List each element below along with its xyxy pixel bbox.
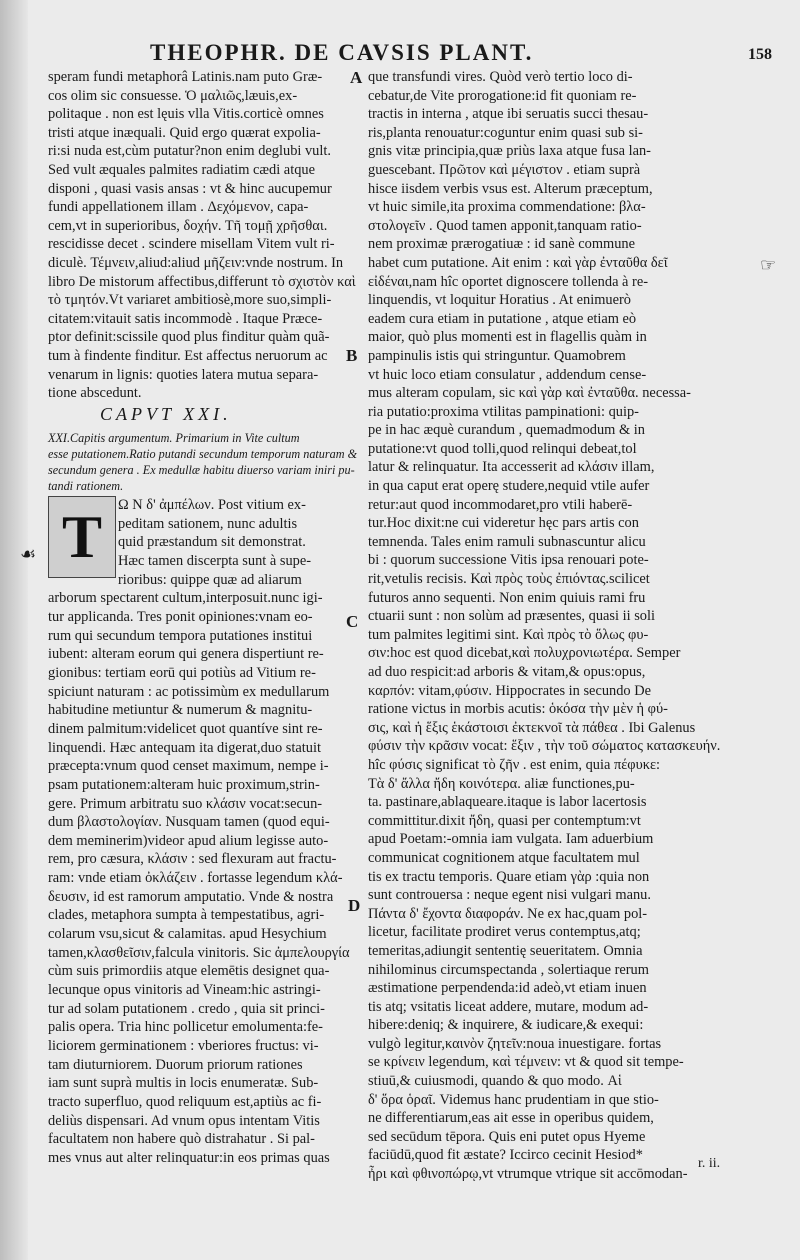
text-line: pe in hac æquè curandum , quemadmodum & in (368, 422, 645, 439)
text-line: ctuarii sunt : non solùm ad præsentes, quasi ii soli (368, 608, 655, 625)
text-line: liciorem germinationem : vberiores fructus: vi- (48, 1038, 319, 1055)
text-line: mus alteram copulam, sic καὶ γὰρ καὶ ἐνταῦθα. necessa- (368, 385, 691, 402)
argument-line: XXI.Capitis argumentum. Primarium in Vite cultum (48, 431, 300, 445)
text-line: tracto superfluo, quod reliquum est,aptiùs ac fi- (48, 1094, 322, 1110)
folio-number: 158 (748, 46, 772, 63)
text-line: que transfundi vires. Quòd verò tertio loco di- (368, 69, 633, 85)
text-line: Ω Ν δ' ἀμπέλων. Post vitium ex- (118, 497, 306, 513)
text-line: quid præstandum sit demonstrat. (118, 534, 306, 551)
text-line: communicat cognitionem atque facultatem mul (368, 849, 640, 866)
text-line: cùm suis primordiis atque elemētis designet qua- (48, 963, 330, 980)
text-line: tis atq; vsitatis liceat addere, mutare, modum ad- (368, 998, 649, 1015)
text-line: gere. Primum arbitratu suo κλάσιν vocat:secun- (48, 795, 323, 812)
text-line: linquendis, vt loquitur Horatius . At enimuerò (368, 292, 632, 309)
text-line: hibere:deniq; & inquirere, & iudicare,& exequi: (368, 1017, 644, 1034)
text-line: palis opera. Tria hinc pollicetur emolumenta:fe- (48, 1019, 323, 1036)
text-line: vulgò legitur,καινὸν ζητεῖν:noua inuestigare. fortas (368, 1035, 662, 1052)
text-line: vt huic simile,ita proxima commendatione: βλα- (368, 199, 646, 216)
text-line: libro De mistorum affectibus,differunt τὸ σχιστὸν καὶ (48, 273, 356, 290)
text-line: ne differentiarum,eas ait esse in operibus quidem, (368, 1110, 654, 1127)
manicule-icon: ☞ (760, 255, 777, 275)
text-line: colarum vsu,sicut & calamitas. apud Hesychium (48, 926, 327, 943)
text-line: apud Poetam:-omnia iam vulgata. Iam aduerbium (368, 831, 654, 848)
text-line: iam sunt suprà multis in locis enumeratæ. Sub- (48, 1075, 319, 1092)
text-line: æstimatione perpendenda:id adeò,vt etiam inuen (368, 980, 647, 997)
text-line: politaque . non est lęuis vlla Vitis.corticè omnes (48, 106, 324, 123)
text-line: cebatur,de Vite prorogatione:id fit quoniam re- (368, 87, 637, 104)
text-line: retur:aut quod incommodaret,pro vtili haberē- (368, 496, 633, 513)
chapter-argument (48, 430, 358, 494)
text-line: stiuū,& cuiusmodi, quando & quo modo. Αἱ (368, 1073, 622, 1090)
text-line: σιν:hoc est quod dicebat,καὶ πολυχρονιωτέρα. Semper (368, 645, 681, 662)
text-line: venarum in lignis: quoties latera mutua separa- (48, 366, 319, 383)
left-column-top (48, 68, 356, 403)
text-line: ptor definit:scissile quod plus finditur quàm quã- (48, 329, 330, 346)
text-line: hîc φύσις significat τὸ ζῆν . est enim, quia πέφυκε: (368, 756, 661, 773)
text-line: ria putatio:proxima vtilitas pampinationi: quip- (368, 403, 639, 420)
text-line: tis ex tractu temporis. Quare etiam γὰρ :quia non (368, 868, 650, 885)
text-line: στολογεῖν . Quod tamen apponit,tanquam ratio- (368, 217, 642, 234)
text-line: eadem cura etiam in putatione , atque etiam eò (368, 310, 637, 327)
text-line: in qua caput erat operę studere,nequid vtile aufer (368, 478, 650, 495)
text-line: tione abscedunt. (48, 385, 142, 402)
text-line: ram: vnde etiam ὀκλάζειν . fortasse legendum κλά- (48, 870, 343, 887)
text-line: tamen,κλασθεῖσιν,falcula vinitoris. Sic ἀμπελουργία (48, 944, 350, 961)
text-line: ratione victus in morbis acutis: ὁκόσα τὴν μὲν ἡ φύ- (368, 701, 668, 718)
text-line: gionibus: tertiam eorū qui potiùs ad Vitium re- (48, 664, 316, 681)
text-line: temeritas,adiungit sententię seueritatem. Omnia (368, 942, 643, 959)
right-column (368, 68, 760, 1184)
text-line: hisce iisdem verbis vsus est. Alterum præceptum, (368, 180, 653, 197)
text-line: deliùs dispensari. Ad vnum opus intentam Vitis (48, 1112, 320, 1129)
text-line: sunt controuersa : neque egent nisi vulgari manu. (368, 887, 651, 904)
margin-letter-c: C (346, 612, 359, 631)
text-line: καρπόν: vitam,φύσιν. Hippocrates in secundo De (368, 682, 651, 699)
manicule-icon-left: ☙ (20, 544, 37, 564)
text-line: arborum spectarent cultum,interposuit.nunc igi- (48, 590, 323, 607)
text-line: maior, quò plus momenti est in flagellis quàm in (368, 329, 647, 346)
catchword: r. ii. (698, 1156, 721, 1171)
margin-letter-b: B (346, 346, 358, 365)
text-line: cos olim sic consuesse. Ὁ μαλιῶς,læuis,ex- (48, 87, 298, 104)
text-line: diculè. Τέμνειν,aliud:aliud μῆζειν:vnde nostrum. In (48, 254, 344, 271)
text-line: tam diuturniorem. Duorum priorum rationes (48, 1056, 303, 1073)
text-line: rioribus: quippe quæ ad aliarum (118, 571, 302, 588)
text-line: εἰδέναι,nam hîc oportet dignoscere tollenda à re- (368, 273, 649, 290)
text-line: latur & relinquatur. Ita accesserit ad κλάσιν illam, (368, 459, 655, 476)
text-line: facultatem non habere quò distrahatur . Si pal- (48, 1131, 315, 1148)
text-line: committitur.dixit ἤδη, quasi per contemptum:vt (368, 812, 641, 829)
page-gutter (0, 0, 28, 1260)
decorated-initial: T (48, 496, 116, 578)
text-line: Hæc tamen discerpta sunt à supe- (118, 552, 312, 569)
running-title: THEOPHR. DE CAVSIS PLANT. (150, 40, 534, 65)
text-line: iubent: alteram eorum qui genera dispertiunt re- (48, 646, 324, 663)
text-line: tum à findente finditur. Est affectus neruorum ac (48, 347, 328, 364)
argument-line: secundum genera . Ex medullæ habitu diuerso variam iniri pu- (48, 463, 355, 477)
left-column-body (48, 496, 350, 1168)
text-line: tur applicanda. Tres ponit opiniones:vnam eo- (48, 608, 313, 625)
text-line: licetur, facilitate prodiret verus contemptus,atq; (368, 924, 641, 941)
chapter-heading: CAPVT XXI. (100, 404, 232, 424)
text-line: temnenda. Tales enim ramuli subnascuntur alicu (368, 533, 646, 550)
text-line: tur.Hoc dixit:ne cui videretur hęc pars artis con (368, 515, 639, 532)
text-line: pampinulis istis qui stringuntur. Quamobrem (368, 347, 626, 364)
text-line: spiciunt naturam : ac potissimùm ex medullarum (48, 683, 330, 700)
text-line: sed secūdum tēpora. Quis eni putet opus Hyeme (368, 1128, 646, 1145)
text-line: rem, pro cæsura, κλάσιν : sed flexuram aut fractu- (48, 851, 337, 868)
argument-line: tandi rationem. (48, 479, 124, 493)
text-line: habet cum putatione. Ait enim : καὶ γὰρ ἐνταῦθα δεῖ (368, 254, 668, 271)
text-line: fundi appellationem illam . Δεχόμενον, capa- (48, 199, 309, 216)
text-line: φύσιν τὴν κρᾶσιν vocat: ἕξιν , τὴν τοῦ σώματος κατασκευήν. (368, 738, 721, 755)
text-line: Sed vult æquales palmites radiatim cædi atque (48, 161, 315, 178)
text-line: faciūdū,quod fit æstate? Iccirco cecinit Hesiod* (368, 1147, 643, 1164)
text-line: σις, καὶ ἡ ἕξις ἑκάστοισι ἐκτεκνοῖ τὰ πάθεα . Ibi Galenus (368, 719, 696, 736)
text-line: rescidisse decet . scindere misellam Vitem vult ri- (48, 236, 335, 253)
text-line: tum palmites legitimi sint. Καὶ πρὸς τὸ ὅλως φυ- (368, 626, 649, 643)
text-line: rit,vetulis recisis. Καὶ πρὸς τοὺς ἐπιόντας.scilicet (368, 571, 650, 588)
text-line: citatem:vitauit satis incommodè . Itaque Præce- (48, 310, 323, 327)
argument-line: esse putationem.Ratio putandi secundum temporum naturam & (48, 447, 358, 461)
text-line: rum qui secundum tempora putationes institui (48, 627, 313, 644)
text-line: dem meminerim)videor apud alium legisse auto- (48, 832, 329, 849)
text-line: peditam sationem, nunc adultis (118, 515, 298, 532)
text-line: Τὰ δ' ἄλλα ἤδη κοινότερα. aliæ functiones,pu- (368, 775, 635, 792)
text-line: ad duo respicit:ad arboris & vitam,& opus:opus, (368, 664, 646, 680)
text-line: ta. pastinare,ablaqueare.itaque is labor lacertosis (368, 794, 647, 811)
text-line: speram fundi metaphorâ Latinis.nam puto Græ- (48, 69, 323, 85)
text-line: τὸ τμητόν.Vt variaret ambitiosè,more suo,simpli- (48, 292, 332, 309)
text-line: vt huic loco etiam consulatur , addendum cense- (368, 366, 647, 383)
text-line: bi : quorum successione Vitis ipsa renouari pote- (368, 552, 649, 569)
margin-letter-d: D (348, 896, 361, 915)
text-line: guescebant. Πρῶτον καὶ μέγιστον . etiam suprà (368, 161, 641, 178)
text-line: lecunque opus vinitoris ad Vineam:hic astringi- (48, 982, 321, 999)
text-line: mes vnus aut alter relinquatur:in eos primas quas (48, 1149, 330, 1166)
text-line: nihilominus circumspectanda , solertiaque rerum (368, 961, 649, 978)
text-line: tur ad solam putationem . credo , quia sit princi- (48, 1000, 325, 1017)
text-line: gnis vitæ principia,quæ priùs laxa atque fusa lan- (368, 143, 651, 160)
text-line: habitudine metiuntur & numerum & magnitu- (48, 702, 313, 719)
text-line: dum βλαστολογίαν. Nusquam tamen (quod equi- (48, 814, 330, 831)
text-line: ἦρι καὶ φθινοπώρῳ,vt vtrumque vtrique sit accōmodan- (368, 1166, 688, 1183)
text-line: tristi atque inæquali. Quid ergo quærat expolia- (48, 124, 321, 141)
text-line: futuros anno sequenti. Non enim quiuis rami fru (368, 589, 646, 606)
text-line: δευσιν, id est ramorum amputatio. Vnde & nostra (48, 888, 334, 905)
text-line: se κρίνειν legendum, καὶ τέμνειν: vt & quod sit tempe- (368, 1054, 684, 1071)
text-line: Πάντα δ' ἔχοντα διαφοράν. Ne ex hac,quam pol- (368, 905, 648, 922)
text-line: ris,planta renouatur:coguntur enim quasi sub si- (368, 124, 643, 141)
margin-letter-a: A (350, 68, 363, 87)
text-line: dinem palmitum:videlicet quot quantíve sint re- (48, 720, 323, 737)
text-line: δ' ὅρα ὁραῖ. Videmus hanc prudentiam in que stio- (368, 1091, 659, 1108)
text-line: præcepta:vnum quod censet maximum, nempe i- (48, 758, 329, 775)
text-line: cem,vt in superioribus, δοχήν. Τῆ τομῇ χρῆσθαι. (48, 217, 328, 234)
text-line: nem proximæ prærogatiuæ : id sanè commune (368, 236, 635, 253)
text-line: ri:si nuda est,cùm putatur?non enim deglubi vult. (48, 143, 331, 160)
text-line: putatione:vt quod tolli,quod relinqui debeat,tol (368, 440, 637, 457)
text-line: psam putationem:alteram huic proximum,strin- (48, 776, 320, 793)
text-line: linquendi. Hæc antequam ita digerat,duo statuit (48, 739, 321, 756)
text-line: clades, metaphora sumpta à tempestatibus, agri- (48, 907, 325, 924)
text-line: tractis in interna , atque ibi seruatis succi thesau- (368, 106, 649, 123)
text-line: disponi , quasi vasis ansas : vt & hinc aucupemur (48, 180, 332, 197)
